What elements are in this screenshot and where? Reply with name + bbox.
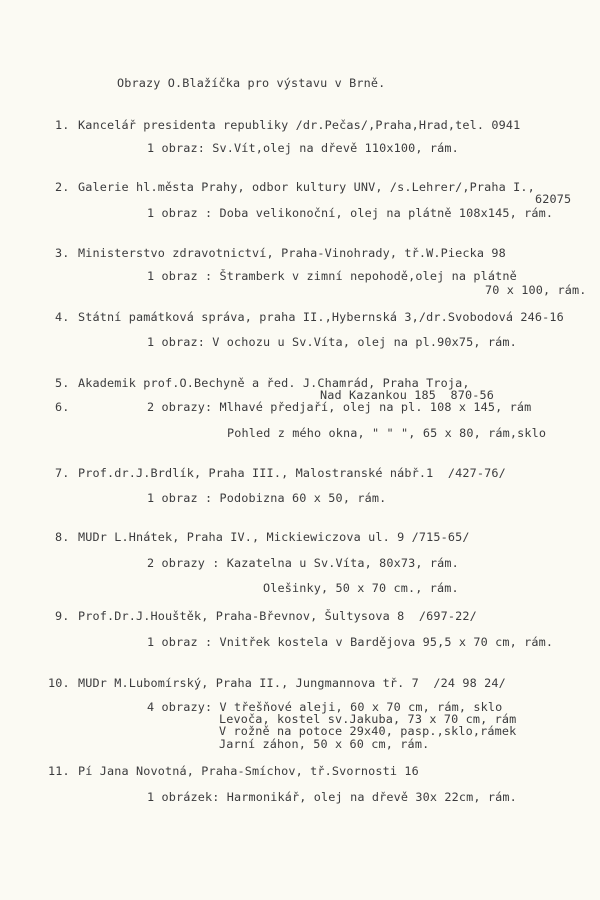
entry-number: 11. [48, 764, 70, 778]
entry-number: 4. [55, 310, 70, 324]
entry-artwork-line: 2 obrazy : Kazatelna u Sv.Víta, 80x73, rám. [147, 556, 459, 570]
entry-artwork-line: Levoča, kostel sv.Jakuba, 73 x 70 cm, rám [219, 712, 517, 726]
entry-number: 1. [55, 118, 70, 132]
entry-artwork-line: 1 obrázek: Harmonikář, olej na dřevě 30x 22cm, rám. [147, 790, 517, 804]
entry-lender: Pí Jana Novotná, Praha-Smíchov, tř.Svornosti 16 [78, 764, 419, 778]
entry-number: 3. [55, 246, 70, 260]
entry-artwork-line: 70 x 100, rám. [485, 283, 587, 297]
entry-number: 5. [55, 376, 70, 390]
entry-number: 10. [48, 676, 70, 690]
entry-artwork-line: 2 obrazy: Mlhavé předjaří, olej na pl. 108 x 145, rám [147, 400, 532, 414]
entry-address: Nad Kazankou 185 870-56 [320, 388, 495, 402]
entry-artwork-line: V rožně na potoce 29x40, pasp.,sklo,rámek [219, 724, 517, 738]
entry-artwork-line: Olešinky, 50 x 70 cm., rám. [263, 581, 459, 595]
document-title: Obrazy O.Blažíčka pro výstavu v Brně. [117, 76, 386, 90]
entry-number: 2. [55, 180, 70, 194]
entry-phone: 62075 [535, 192, 572, 206]
entry-artwork-line: 1 obraz: Sv.Vít,olej na dřevě 110x100, rám. [147, 141, 459, 155]
entry-artwork-line: 1 obraz : Doba velikonoční, olej na plátně 108x145, rám. [147, 206, 554, 220]
entry-artwork-line: 1 obraz : Štramberk v zimní nepohodě,olej na plátně [147, 269, 517, 283]
entry-number: 8. [55, 530, 70, 544]
entry-number: 9. [55, 609, 70, 623]
entry-lender: MUDr M.Lubomírský, Praha II., Jungmannova tř. 7 /24 98 24/ [78, 676, 506, 690]
entry-lender: Prof.dr.J.Brdlík, Praha III., Malostranské nábř.1 /427-76/ [78, 466, 506, 480]
entry-lender: Kancelář presidenta republiky /dr.Pečas/,Praha,Hrad,tel. 0941 [78, 118, 521, 132]
entry-artwork-line: 1 obraz: V ochozu u Sv.Víta, olej na pl.90x75, rám. [147, 335, 517, 349]
entry-lender: Ministerstvo zdravotnictví, Praha-Vinohrady, tř.W.Piecka 98 [78, 246, 506, 260]
entry-lender: Státní památková správa, praha II.,Hybernská 3,/dr.Svobodová 246-16 [78, 310, 564, 324]
entry-artwork-line: 1 obraz : Podobizna 60 x 50, rám. [147, 491, 387, 505]
entry-lender: Akademik prof.O.Bechyně a řed. J.Chamrád, Praha Troja, [78, 376, 470, 390]
entry-artwork-line: 4 obrazy: V třešňové aleji, 60 x 70 cm, rám, sklo [147, 700, 503, 714]
entry-number: 7. [55, 466, 70, 480]
entry-lender: Prof.Dr.J.Houštěk, Praha-Břevnov, Šultysova 8 /697-22/ [78, 609, 477, 623]
entry-lender: Galerie hl.města Prahy, odbor kultury UNV, /s.Lehrer/,Praha I., [78, 180, 535, 194]
entry-artwork-line: Jarní záhon, 50 x 60 cm, rám. [219, 737, 430, 751]
entry-artwork-line: 1 obraz : Vnitřek kostela v Bardějova 95,5 x 70 cm, rám. [147, 635, 554, 649]
entry-artwork-line: Pohled z mého okna, " " ", 65 x 80, rám,sklo [227, 426, 547, 440]
entry-number: 6. [55, 400, 70, 414]
entry-lender: MUDr L.Hnátek, Praha IV., Mickiewiczova ul. 9 /715-65/ [78, 530, 470, 544]
